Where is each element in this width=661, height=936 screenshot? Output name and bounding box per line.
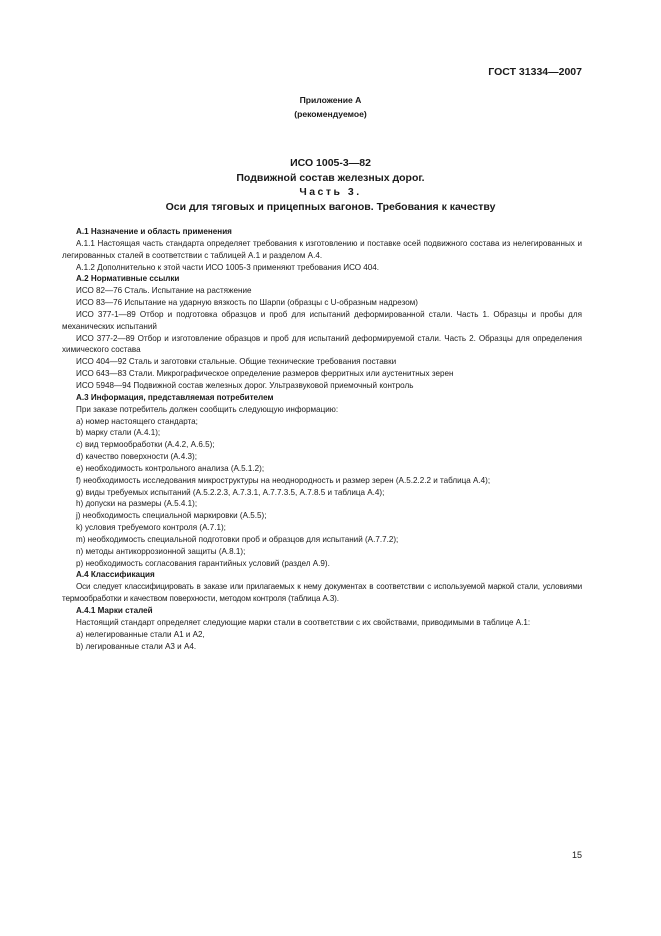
list-item: а) номер настоящего стандарта; [76, 416, 198, 426]
reference-item: ИСО 5948—94 Подвижной состав железных дорог. Ультразвуковой приемочный контроль [76, 380, 414, 390]
section-a4-text: Оси следует классифицировать в заказе или прилагаемых к нему документах в соответствии с используемой маркой стали, условиями термообработки и качеством поверхности, методом контроля (таблица А.3). [62, 582, 582, 604]
list-item: k) условия требуемого контроля (А.7.1); [76, 523, 226, 533]
list-item: d) качество поверхности (А.4.3); [76, 452, 198, 462]
clause-a1-2: А.1.2 Дополнительно к этой части ИСО 1005-3 применяют требования ИСО 404. [76, 262, 380, 272]
appendix-status: (рекомендуемое) [294, 109, 367, 119]
reference-item: ИСО 82—76 Сталь. Испытание на растяжение [76, 286, 252, 296]
reference-item: ИСО 377-2—89 Отбор и изготовление образцов и проб для испытаний деформируемой стали. Часть 2. Образцы для определения химического состава [62, 333, 582, 355]
title-part: Часть 3. [299, 186, 362, 198]
list-item: h) допуски на размеры (А.5.4.1); [76, 499, 198, 509]
list-item: g) виды требуемых испытаний (А.5.2.2.3, А.7.3.1, А.7.7.3.5, А.7.8.5 и таблица А.4); [76, 487, 385, 497]
list-item: а) нелегированные стали А1 и А2, [76, 629, 205, 639]
list-item: b) легированные стали А3 и А4. [76, 641, 197, 651]
section-a4-1-heading: А.4.1 Марки сталей [76, 606, 153, 615]
list-item: f) необходимость исследования микроструктуры на неоднородность и размер зерен (А.5.2.2.2 и таблица А.4); [76, 475, 491, 485]
title-line-2: Оси для тяговых и прицепных вагонов. Требования к качеству [165, 201, 496, 213]
list-item: e) необходимость контрольного анализа (А.5.1.2); [76, 463, 265, 473]
title-line-1: Подвижной состав железных дорог. [236, 172, 425, 184]
list-item: c) вид термообработки (А.4.2, А.6.5); [76, 440, 215, 450]
section-a2-heading: А.2 Нормативные ссылки [76, 274, 180, 284]
page-number: 15 [571, 850, 582, 860]
reference-item: ИСО 83—76 Испытание на ударную вязкость по Шарпи (образцы с U-образным надрезом) [76, 298, 418, 308]
list-item: n) методы антикоррозионной защиты (А.8.1); [76, 546, 246, 556]
section-a4-heading: А.4 Классификация [76, 570, 155, 580]
reference-item: ИСО 404—92 Сталь и заготовки стальные. Общие технические требования поставки [76, 357, 397, 367]
list-item: j) необходимость специальной маркировки (А.5.5); [76, 511, 267, 521]
iso-number: ИСО 1005-3—82 [290, 157, 371, 169]
list-item: p) необходимость согласования гарантийных условий (раздел А.9). [76, 558, 330, 568]
clause-a1-1: А.1.1 Настоящая часть стандарта определяет требования к изготовлению и поставке осей подвижного состава из нелегированных и легированных сталей в соответствии с таблицей А.1 и разделом А.4. [62, 238, 582, 260]
document-body [62, 226, 582, 652]
list-item: b) марку стали (А.4.1); [76, 428, 161, 438]
section-a4-1-text: Настоящий стандарт определяет следующие марки стали в соответствии с их свойствами, приводимыми в таблице А.1: [76, 617, 531, 627]
appendix-title: Приложение А [299, 95, 362, 105]
section-a3-heading: А.3 Информация, представляемая потребителем [76, 392, 274, 402]
list-item: m) необходимость специальной подготовки проб и образцов для испытаний (А.7.7.2); [76, 534, 399, 544]
reference-item: ИСО 643—83 Стали. Микрографическое определение размеров ферритных или аустенитных зерен [76, 369, 454, 379]
standard-id-header: ГОСТ 31334—2007 [488, 66, 582, 78]
reference-item: ИСО 377-1—89 Отбор и подготовка образцов и проб для испытаний деформированной стали. Часть 1. Образцы и пробы для механических испытаний [62, 309, 582, 331]
section-a1-heading: А.1 Назначение и область применения [76, 227, 232, 236]
section-a3-intro: При заказе потребитель должен сообщить следующую информацию: [76, 404, 339, 414]
